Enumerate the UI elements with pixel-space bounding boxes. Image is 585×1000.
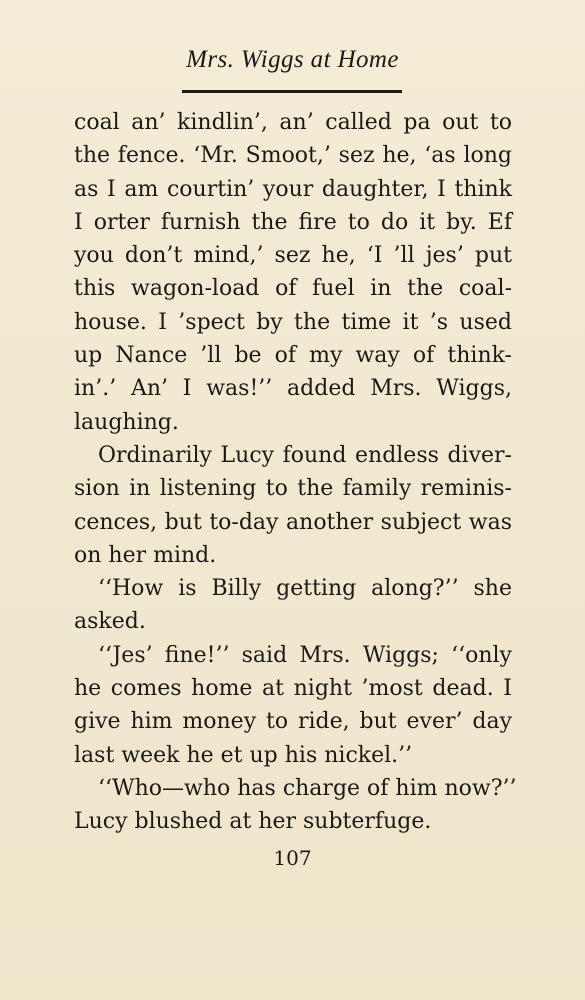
text-line: ‘‘Who—who has charge of him now?’’ (98, 775, 517, 801)
text-line: give him money to ride, but ever’ day (74, 709, 512, 735)
text-line: Lucy blushed at her subterfuge. (74, 809, 432, 835)
text-line: coal an’ kindlin’, an’ called pa out to (74, 110, 512, 135)
text-line: as I am courtin’ your daughter, I think (74, 176, 512, 202)
running-head: Mrs. Wiggs at Home (186, 46, 399, 73)
text-line: cences, but to-day another subject was (74, 509, 512, 535)
page-number: 107 (273, 846, 312, 870)
text-line: sion in listening to the family reminis- (74, 476, 512, 502)
text-line: he comes home at night ’most dead. I (74, 676, 512, 702)
header-rule (182, 90, 402, 93)
body-text (74, 106, 517, 839)
text-line: on her mind. (74, 542, 217, 568)
text-line: laughing. (74, 409, 179, 435)
text-line: you don’t mind,’ sez he, ‘I ’ll jes’ put (74, 243, 512, 269)
text-line: I orter furnish the fire to do it by. Ef (74, 209, 512, 235)
text-line: up Nance ’ll be of my way of think- (74, 343, 512, 369)
text-line: in’.’ An’ I was!’’ added Mrs. Wiggs, (74, 376, 512, 402)
text-line: Ordinarily Lucy found endless diver- (98, 442, 512, 468)
text-line: ‘‘How is Billy getting along?’’ she (98, 576, 512, 602)
text-line: last week he et up his nickel.’’ (74, 742, 413, 768)
text-line: house. I ’spect by the time it ’s used (74, 309, 512, 335)
text-line: the fence. ‘Mr. Smoot,’ sez he, ‘as long (74, 143, 512, 169)
text-line: ‘‘Jes’ fine!’’ said Mrs. Wiggs; ‘‘only (98, 642, 512, 668)
text-line: this wagon-load of fuel in the coal- (74, 276, 512, 302)
text-line: asked. (74, 609, 146, 635)
